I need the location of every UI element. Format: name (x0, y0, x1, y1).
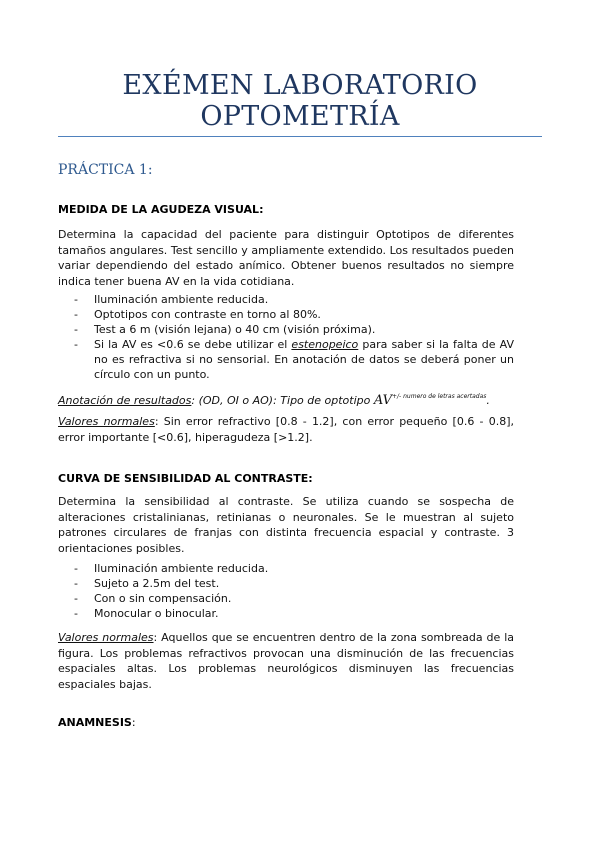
annotation-line: Anotación de resultados: (OD, OI o AO): Tipo de optotipo $AV^{+/- numero de letras acertadas}$. (58, 393, 490, 408)
list-item: - Test a 6 m (visión lejana) o 40 cm (visión próxima). (74, 323, 376, 336)
section2-paragraph: Determina la sensibilidad al contraste. Se utiliza cuando se sospecha de alteraciones cristalinianas, retinianas o neuronales. Se le muestran al sujeto patrones circulares de franjas con distinta frecuencia espacial y contraste. 3 orientaciones posibles. (58, 495, 514, 555)
section2-normal-values: Valores normales: Aquellos que se encuentren dentro de la zona sombreada de la figura. Los problemas refractivos provocan una disminución de las frecuencias espaciales altas. Los problemas neurológicos disminuyen las frecuencias espaciales bajas. (58, 631, 515, 691)
normal-values-label: Valores normales (58, 415, 155, 428)
section1-paragraph: Determina la capacidad del paciente para distinguir Optotipos de diferentes tamaños angulares. Test sencillo y ampliamente extendido. Los resultados pueden variar dependiendo del estado anímico. Obtener buenos resultados no siempre indica tener buena AV en la vida cotidiana. (58, 228, 514, 288)
av-symbol: AV (373, 393, 392, 408)
list-item: - Con o sin compensación. (74, 592, 232, 605)
normal-values-label: Valores normales (58, 631, 154, 644)
list-item: - Iluminación ambiente reducida. (74, 293, 269, 306)
section1-heading: MEDIDA DE LA AGUDEZA VISUAL: (58, 203, 264, 216)
list-item: - Optotipos con contraste en torno al 80%. (74, 308, 321, 321)
list-item: - Sujeto a 2.5m del test. (74, 577, 220, 590)
title-line-1: EXÉMEN LABORATORIO (122, 70, 478, 101)
section2-heading: CURVA DE SENSIBILIDAD AL CONTRASTE: (58, 472, 313, 485)
section1-normal-values: Valores normales: Sin error refractivo [0.8 - 1.2], con error pequeño [0.6 - 0.8], error importante [<0.6], hiperagudeza [>1.2]. (58, 415, 514, 444)
section3-heading: ANAMNESIS: (58, 716, 136, 729)
section2-bullet-list (72, 561, 514, 621)
list-item: - Monocular o binocular. (74, 607, 219, 620)
practice-heading: PRÁCTICA 1: (58, 162, 153, 178)
av-superscript: +/- numero de letras acertadas (392, 393, 487, 400)
list-item: - Si la AV es <0.6 se debe utilizar el estenopeico para saber si la falta de AV no es refractiva si no sensorial. En anotación de datos se deberá poner un círculo con un punto. (74, 338, 514, 381)
estenopeico-term: estenopeico (291, 338, 359, 351)
title-line-2: OPTOMETRÍA (200, 101, 400, 132)
document-title (58, 70, 542, 132)
section1-bullet-list (72, 292, 514, 382)
list-item: - Iluminación ambiente reducida. (74, 562, 269, 575)
title-divider (58, 136, 542, 137)
annotation-label: Anotación de resultados (58, 394, 192, 407)
